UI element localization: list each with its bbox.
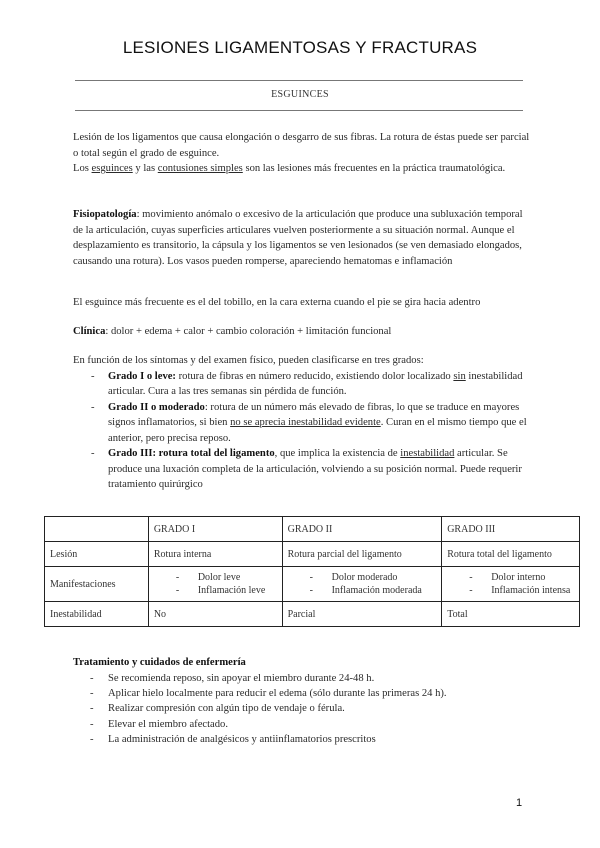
grados-section: [73, 353, 533, 493]
divider-bottom: [75, 110, 523, 111]
list-item: - Dolor interno: [469, 572, 546, 583]
section-title: ESGUINCES: [271, 89, 329, 100]
divider-top: [75, 80, 523, 81]
care-list: [90, 671, 447, 747]
table-header-cell: GRADO III: [442, 517, 580, 542]
table-header-cell: GRADO II: [282, 517, 442, 542]
intro-line-1: Lesión de los ligamentos que causa elongación o desgarro de sus fibras. La rotura de éstas puede ser parcial o total según el grado de esguince.: [73, 132, 530, 159]
clinica-paragraph: Clínica: dolor + edema + calor + cambio coloración + limitación funcional: [73, 326, 392, 337]
link-contusiones-simples[interactable]: contusiones simples: [157, 163, 243, 174]
list-item: - La administración de analgésicos y antiinflamatorios prescritos: [90, 733, 376, 745]
frecuente-paragraph: El esguince más frecuente es el del tobillo, en la cara externa cuando el pie se gira hacia adentro: [73, 297, 481, 308]
list-item: - Aplicar hielo localmente para reducir el edema (sólo durante las primeras 24 h).: [90, 688, 447, 700]
list-item: - Dolor leve: [175, 572, 241, 583]
table-header-cell: [45, 517, 149, 542]
table-cell: Rotura interna: [148, 542, 282, 567]
table-cell: Rotura total del ligamento: [442, 542, 580, 567]
list-item: - Elevar el miembro afectado.: [90, 718, 229, 730]
page-number: 1: [516, 797, 523, 809]
grados-intro: En función de los síntomas y del examen físico, pueden clasificarse en tres grados:: [73, 355, 424, 366]
table-cell: Total: [442, 602, 580, 627]
list-item: - Inflamación leve: [175, 585, 266, 596]
grados-table: [44, 516, 580, 627]
link-esguinces[interactable]: esguinces: [91, 163, 133, 174]
care-heading: Tratamiento y cuidados de enfermería: [73, 657, 246, 668]
list-item: - Inflamación moderada: [309, 585, 422, 596]
table-header-cell: GRADO I: [148, 517, 282, 542]
clinica-label: Clínica: [73, 326, 106, 337]
table-cell: Manifestaciones: [45, 567, 149, 602]
table-cell: [282, 567, 442, 602]
table-row-manifestaciones: [45, 567, 580, 602]
list-item: - Realizar compresión con algún tipo de vendaje o férula.: [90, 703, 345, 715]
table-cell: Parcial: [282, 602, 442, 627]
grado-item: - Grado I o leve: rotura de fibras en número reducido, existiendo dolor localizado sin inestabilidad articular. Cura a las tres semanas sin pérdida de función.: [91, 370, 523, 397]
table-row-lesion: [45, 542, 580, 567]
table-cell: No: [148, 602, 282, 627]
intro-paragraph: Lesión de los ligamentos que causa elongación o desgarro de sus fibras. La rotura de éstas puede ser parcial o total según el grado de esguince. Los esguinces y las contusiones simples son las lesiones más frecuentes en la práctica traumatológica.: [73, 132, 530, 174]
table-cell: Lesión: [45, 542, 149, 567]
table-cell: Inestabilidad: [45, 602, 149, 627]
table-cell: Rotura parcial del ligamento: [282, 542, 442, 567]
grado-item: - Grado III: rotura total del ligamento, que implica la existencia de inestabilidad articular. Se produce una luxación completa de la articulación, volviendo a su posición normal. Puede requerir tratamiento quirúrgico: [91, 448, 522, 490]
page-title: LESIONES LIGAMENTOSAS Y FRACTURAS: [122, 38, 478, 57]
fisiopatologia-paragraph: Fisiopatología: movimiento anómalo o excesivo de la articulación que produce una subluxación temporal de la articulación, cuyas superficies articulares vuelven posteriormente a su situación normal. Aunque el desplazamiento es transitorio, la cápsula y los ligamentos se ven lesionados (se ven demasiado elongados, causando una rotura). Los vasos pueden romperse, apareciendo hematomas e inflamación: [73, 209, 523, 267]
fisiopatologia-label: Fisiopatología: [73, 209, 137, 220]
table-row-inestabilidad: [45, 602, 580, 627]
table-cell: [148, 567, 282, 602]
list-item: - Dolor moderado: [309, 572, 398, 583]
table-cell: [442, 567, 580, 602]
list-item: - Inflamación intensa: [469, 585, 571, 596]
grado-item: - Grado II o moderado: rotura de un número más elevado de fibras, lo que se traduce en mayores signos inflamatorios, si bien no se aprecia inestabilidad evidente. Curan en el mismo tiempo que el anterior, pero precisa reposo.: [91, 401, 527, 444]
list-item: - Se recomienda reposo, sin apoyar el miembro durante 24-48 h.: [90, 673, 375, 684]
table-header-row: [45, 517, 580, 542]
